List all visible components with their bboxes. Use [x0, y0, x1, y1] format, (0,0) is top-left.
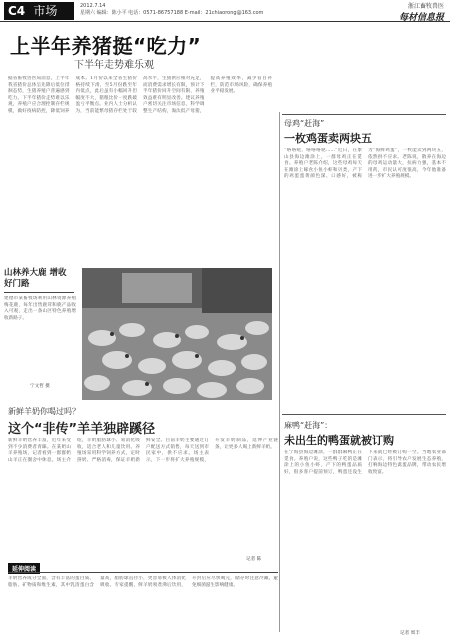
lower-left-author: 记者 陈: [246, 557, 262, 562]
paper-name: [399, 1, 444, 23]
sidebar-divider: [4, 292, 74, 293]
lower-left-title: 这个“非传”羊羊独辟蹊径: [8, 422, 156, 437]
lower-left-kicker: 新鲜羊奶你喝过吗？: [8, 407, 80, 416]
section-badge: [4, 2, 74, 20]
right-top-kicker: 母鸡“赶海”: [284, 119, 325, 128]
right-top-title: 一枚鸡蛋卖两块五: [284, 132, 372, 145]
contact-line: 星期六 编辑：陈小平 电话：0571-86757188 E-mail：21chiaorong@163.com: [80, 10, 264, 16]
paper-name-small: 浙江畜牧兽医: [407, 3, 444, 10]
reading-divider: [8, 572, 278, 573]
reading-label: 延伸阅读: [8, 563, 40, 574]
lead-subhead: 下半年走势难乐观: [74, 60, 154, 71]
masthead: [0, 0, 450, 22]
right-bottom-kicker: 麻鸭“赶海”：: [284, 421, 333, 430]
sidebar-title: 山林养大鹿 增收好门路: [4, 268, 67, 289]
section-code: C4: [8, 4, 26, 18]
goat-herd-photo: [82, 268, 272, 400]
sidebar-body: 建德市某畜牧场利用山林资源养殖梅花鹿，每年出售鹿茸和鹿产品收入可观，走出一条山区特色养殖增收新路子。: [4, 296, 76, 321]
column-divider: [279, 112, 280, 632]
right-top-divider: [282, 114, 446, 115]
right-bottom-divider: [282, 414, 446, 415]
right-top-body: “咯咯哒，咯咯咯哒……”近日，在象山县海边滩涂上，一群母鸡正在觅食。养殖户老陈介绍，这些母鸡每天在滩涂上啄食小鱼小虾和贝类，产下的鸡蛋蛋黄颜色深、口感好，被称为“海鲜鸡蛋”，一枚能卖到两块五，依然供不应求。老陈说，散养在海边的母鸡运动量大，抗病力强，基本不用药，市民认可度很高，今年他准备进一步扩大养殖规模。: [284, 148, 446, 180]
right-bottom-body: 在宁海县海边滩涂，一群群麻鸭正在觅食。养殖户说，这些鸭子吃的是滩涂上的小鱼小虾，产下的鸭蛋品质好，很多客户提前预订，鸭蛋还没生下来就已经被订购一空。当地农业部门表示，将引导农户发展生态养殖，打响海边特色禽蛋品牌，带动农民增收致富。: [284, 450, 446, 475]
lead-body: 据省畜牧兽医局消息，上半年我省猪价总体呈先降后低位徘徊态势，生猪养殖户普遍感到吃力。下半年猪价走势难以乐观，养殖户应合理控制存栏规模，做好疫病防控，降低饲养成本。1月份以来全省生猪价格持续下滑，至5月份跌至年内低点，此后虽有小幅回升但幅度不大，猪粮比价一度跌破盈亏平衡点。业内人士分析认为，当前能繁母猪存栏处于较高水平，生猪供应相对充足，而消费需求增长有限，预计下半年猪价回升空间有限，养殖效益难有明显改善。建议养殖户密切关注市场信息，科学调整生产结构，淘汰低产母猪，提高养殖效率，减少盲目补栏，防范市场风险，确保养殖业平稳发展。: [8, 76, 272, 114]
right-bottom-author: 记者 周丰: [400, 631, 420, 636]
lead-headline: 上半年养猪挺“吃力”: [10, 34, 202, 58]
issue-date: 2012.7.14: [80, 3, 106, 9]
reading-body: 羊奶营养成分全面，含有丰富的蛋白质、脂肪、矿物质和维生素，其中乳清蛋白含量高，脂肪球直径小，更容易被人体消化吸收。专家提醒，鲜羊奶须煮沸后饮用，开封后应尽快喝完，储存时注意冷藏，避免细菌滋生影响健康。: [8, 576, 278, 588]
sidebar-author: 宁文哲 摄: [30, 384, 50, 389]
lower-left-body: 新鲜羊奶营养丰富，近年来受到不少消费者青睐。在某奶山羊养殖场，记者看到一群群奶山羊正在圈舍中休息。场主介绍，羊奶脂肪球小、易消化吸收，适合老人和儿童饮用。养殖场采用科学饲养方式，定时挤奶、严格消毒，保证羊奶新鲜安全。目前羊奶主要通过订户配送方式销售，每天送到市民家中，供不应求。场主表示，下一步将扩大养殖规模，开发羊奶制品，延伸产业链条，让更多人喝上新鲜羊奶。: [8, 438, 278, 463]
masthead-info: [80, 3, 263, 17]
section-name: 市场: [33, 4, 58, 18]
right-bottom-title: 未出生的鸭蛋就被订购: [284, 434, 394, 447]
goat-herd-image: [82, 268, 272, 400]
paper-name-big: 每材信息报: [398, 13, 444, 23]
